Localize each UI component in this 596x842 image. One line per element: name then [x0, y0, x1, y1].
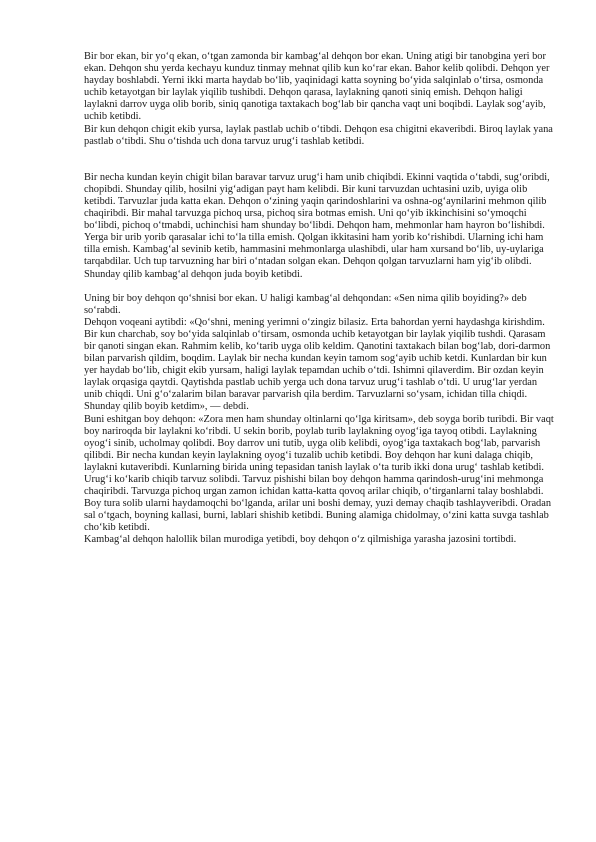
- paragraph-spacer: [84, 148, 557, 172]
- paragraph-3: Bir necha kundan keyin chigit bilan baravar tarvuz urug‘i ham unib chiqibdi. Ekinni vaqtida o‘tabdi, sug‘oribdi, chopibdi. Shunday qilib, hosilni yig‘adigan payt ham kelibdi. Bir kuni tarvuzdan uchtasini uzib, uyiga olib ketibdi. Tarvuzlar juda katta ekan. Dehqon o‘zining yaqin qarindoshlarini va oshna-og‘aynilarini mehmon qilib chaqiribdi. Bir mahal tarvuzga pichoq ursa, pichoq sira botmas emish. Uni qo‘yib ikkinchisini so‘ymoqchi bo‘libdi, pichoq o‘tmabdi, uchinchisi ham shunday bo‘libdi. Dehqon ham, mehmonlar ham hayron bo‘lishibdi. Yerga bir urib yorib qarasalar ichi to‘la tilla emish. Qolgan ikkitasini ham yorib ko‘rishibdi. Ularning ichi ham tilla emish. Kambag‘al sevinib ketib, hammasini mehmonlarga ulashibdi, ular ham xursand bo‘lib, uy-uylariga tarqabdilar. Uch tup tarvuzning har biri o‘ntadan solgan ekan. Dehqon qolgan tarvuzlarni ham yig‘ib olibdi. Shunday qilib kambag‘al dehqon juda boyib ketibdi.: [84, 171, 550, 280]
- paragraph-4: Uning bir boy dehqon qo‘shnisi bor ekan. U haligi kambag‘al dehqondan: «Sen nima qilib boyiding?» deb so‘rabdi.: [84, 292, 527, 316]
- paragraph-7: Kambag‘al dehqon halollik bilan murodiga yetibdi, boy dehqon o‘z qilmishiga yarasha jazosini tortibdi.: [84, 534, 517, 546]
- paragraph-spacer: [84, 281, 557, 293]
- paragraph-1: Bir bor ekan, bir yo‘q ekan, o‘tgan zamonda bir kambag‘al dehqon bor ekan. Uning atigi bir tanobgina yeri bor ekan. Dehqon shu yerda kechayu kunduz tinmay mehnat qilib kun ko‘rar ekan. Bahor kelib qolibdi. Dehqon yer hayday boshlabdi. Yerni ikki marta haydab bo‘lib, yaqinidagi katta soyning bo‘yida salqinlab o‘tirsa, osmonda uchib ketayotgan bir laylak yiqilib tushibdi. Dehqon qarasa, laylakning qanoti siniq emish. Dehqon haligi laylakni darrov uyga olib borib, siniq qanotiga taxtakach bog‘lab bir qancha vaqt uni boqibdi. Laylak sog‘ayib, uchib ketibdi.: [84, 51, 550, 123]
- document-page: [84, 51, 557, 547]
- paragraph-5: Dehqon voqeani aytibdi: «Qo‘shni, mening yerimni o‘zingiz bilasiz. Erta bahordan yerni haydashga kirishdim. Bir kun charchab, soy bo‘yida salqinlab o‘tirsam, osmonda uchib ketayotgan bir laylak yiqilib tushdi. Qarasam bir qanoti singan ekan. Rahmim kelib, ko‘tarib uyga olib keldim. Qanotini taxtakach bilan bog‘lab, dori-darmon bilan parvarish qildim, boqdim. Laylak bir necha kundan keyin tamom sog‘ayib uchib ketdi. Kunlardan bir kun yer haydab bo‘lib, chigit ekib yursam, haligi laylak tepamdan uchib o‘tdi. Ishimni qilaverdim. Bir ozdan keyin laylak orqasiga qaytdi. Qaytishda pastlab uchib yerga uch dona tarvuz urug‘i tashlab o‘tdi. U urug‘lar yerdan unib chiqdi. Uni g‘o‘zalarim bilan baravar parvarish qila berdim. Tarvuzlarni so‘ysam, ichidan tilla chiqdi. Shunday qilib boyib ketdim», — debdi.: [84, 316, 551, 413]
- paragraph-6: Buni eshitgan boy dehqon: «Zora men ham shunday oltinlarni qo‘lga kiritsam», deb soyga borib turibdi. Bir vaqt boy nariroqda bir laylakni ko‘ribdi. U sekin borib, poylab turib laylakning oyog‘iga tayoq otibdi. Laylakning oyog‘i sinib, ucholmay qolibdi. Boy darrov uni tutib, uyga olib kelibdi, oyog‘iga taxtakach bog‘lab, parvarish qilibdi. Bir necha kundan keyin laylakning oyog‘i tuzalib uchib ketibdi. Boy dehqon har kuni dalaga chiqib, laylakni kutaveribdi. Kunlarning birida uning tepasidan tanish laylak o‘ta turib ikki dona urug‘ tashlab ketibdi. Urug‘i ko‘karib chiqib tarvuz solibdi. Tarvuz pishishi bilan boy dehqon hamma qarindosh-urug‘ini mehmonga chaqiribdi. Tarvuzga pichoq urgan zamon ichidan katta-katta qovoq arilar chiqib, o‘tirganlarni talay boshlabdi. Boy tura solib ularni haydamoqchi bo‘lganda, arilar uni boshi demay, yuzi demay chaqib tashlayveribdi. Oradan sal o‘tgach, boyning kallasi, burni, lablari shishib ketibdi. Buning alamiga chidolmay, o‘zini katta suvga tashlab cho‘kib ketibdi.: [84, 413, 554, 534]
- paragraph-2: Bir kun dehqon chigit ekib yursa, laylak pastlab uchib o‘tibdi. Dehqon esa chigitni ekaveribdi. Biroq laylak yana pastlab o‘tibdi. Shu o‘tishda uch dona tarvuz urug‘i tashlab ketibdi.: [84, 123, 553, 147]
